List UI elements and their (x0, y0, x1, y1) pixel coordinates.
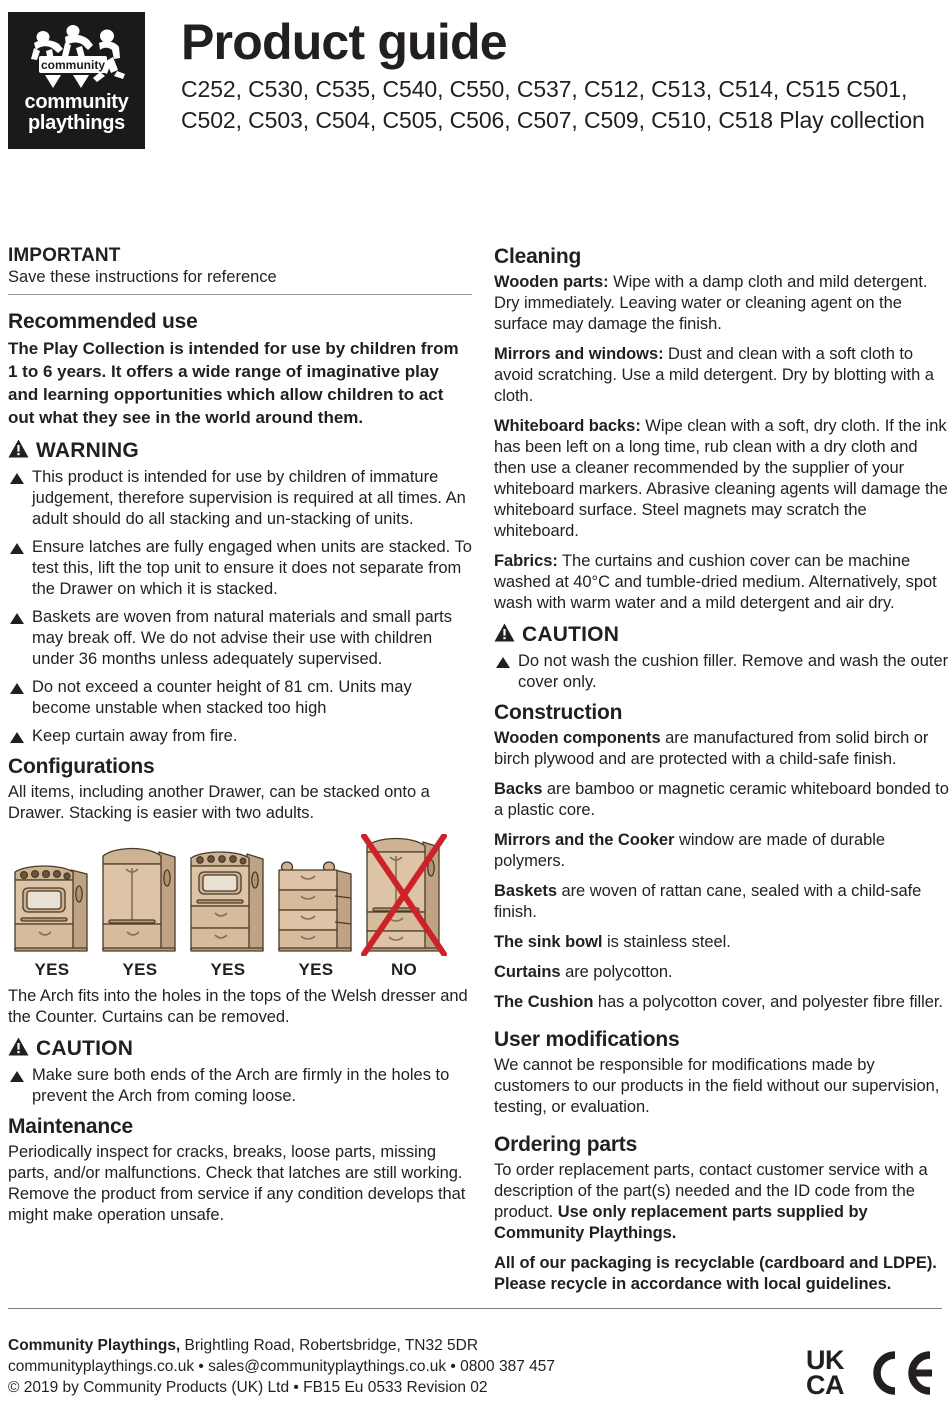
cleaning-item (494, 551, 950, 614)
caution-list-right (494, 651, 950, 693)
warning-heading (8, 439, 472, 463)
construction-item-text: are manufactured from solid birch or birch plywood and are protected with a child-safe finish. (494, 729, 929, 768)
figure-tall-dresser-on-drawers (360, 834, 448, 956)
caution-list-left (8, 1065, 472, 1107)
cleaning-item (494, 344, 950, 407)
construction-item-text: is stainless steel. (602, 933, 731, 951)
cleaning-item-sep: : (552, 552, 558, 570)
caution-item (494, 651, 950, 693)
warning-list (8, 467, 472, 747)
construction-item (494, 779, 950, 821)
page-footer (8, 1308, 942, 1398)
construction-item-label: The sink bowl (494, 933, 603, 951)
figure-cooker-with-drawer (8, 834, 96, 956)
user-modifications-text: We cannot be responsible for modifications made by customers to our products in the field without our supervision, testing, or evaluation. (494, 1056, 940, 1116)
triangle-bullet-icon (10, 683, 24, 694)
footer-contact-line: communityplaythings.co.uk • sales@communityplaythings.co.uk • 0800 387 457 (8, 1358, 555, 1375)
caution-heading-right (494, 623, 950, 647)
triangle-bullet-icon (496, 657, 510, 668)
construction-item (494, 881, 950, 923)
figure-label: YES (210, 960, 246, 979)
warning-item (8, 726, 472, 747)
ordering-parts-text-plain: To order replacement parts, contact customer service with a description of the part(s) needed and the ID code from the product. (494, 1161, 928, 1221)
ukca-line-2: CA (806, 1370, 844, 1400)
important-text: Save these instructions for reference (8, 268, 277, 286)
construction-item-label: Baskets (494, 882, 557, 900)
footer-divider (8, 1308, 942, 1309)
ordering-parts-heading: Ordering parts (494, 1133, 638, 1156)
construction-item-label: Wooden components (494, 729, 661, 747)
compliance-marks (806, 1345, 942, 1400)
user-modifications-heading: User modifications (494, 1028, 680, 1051)
ordering-parts-text-bold: Use only replacement parts supplied by Community Playthings. (494, 1203, 868, 1242)
figure-label: YES (122, 960, 158, 979)
warning-item (8, 607, 472, 670)
cleaning-item-text: The curtains and cushion cover can be machine washed at 40°C and tumble-dried medium. Alternatively, spot wash with warm water and a mild detergent and air dry. (494, 552, 937, 612)
cleaning-item-sep: : (635, 417, 641, 435)
configuration-labels (8, 960, 472, 980)
important-divider (8, 294, 472, 295)
warning-item-text: Do not exceed a counter height of 81 cm. Units may become unstable when stacked too high (32, 678, 412, 717)
construction-item-text: window are made of durable polymers. (494, 831, 885, 870)
cleaning-item-text: Wipe clean with a soft, dry cloth. If the ink has been left on a long time, rub clean with a dry cloth and then use a cleaner recommended by the supplier of your whiteboard markers. Abrasive cleaning agents will damage the whiteboard surface. Steel magnets may scratch the whiteboard. (494, 417, 948, 540)
ukca-line-1: UK (806, 1345, 844, 1375)
construction-item-text: has a polycotton cover, and polyester fibre filler. (593, 993, 943, 1011)
caution-item (8, 1065, 472, 1107)
cleaning-item-sep: : (603, 273, 609, 291)
construction-item (494, 962, 950, 983)
company-logo (8, 12, 145, 149)
warning-item-text: Ensure latches are fully engaged when units are stacked. To test this, lift the top unit to ensure it does not separate from the Drawer on which it is stacked. (32, 538, 472, 598)
footer-contact-block (8, 1335, 555, 1398)
triangle-bullet-icon (10, 1071, 24, 1082)
arch-note: The Arch fits into the holes in the tops of the Welsh dresser and the Counter. Curtains can be removed. (8, 987, 468, 1026)
page-header (0, 0, 950, 152)
recommended-use-heading: Recommended use (8, 310, 198, 333)
footer-address-line (8, 1335, 555, 1356)
caution-item-text: Make sure both ends of the Arch are firmly in the holes to prevent the Arch from coming loose. (32, 1066, 450, 1105)
configuration-figures (8, 834, 472, 956)
warning-item (8, 467, 472, 530)
warning-label: WARNING (36, 439, 139, 462)
cleaning-item (494, 416, 950, 542)
construction-item (494, 728, 950, 770)
cleaning-item-text: Wipe with a damp cloth and mild detergent. Dry immediately. Leaving water or cleaning agent on the surface may damage the finish. (494, 273, 928, 333)
figure-four-drawer-stack (272, 834, 360, 956)
logo-figures-icon (21, 18, 133, 92)
construction-item-label: Curtains (494, 963, 561, 981)
warning-item-text: Baskets are woven from natural materials and small parts may break off. We do not advise their use with children under 36 months unless adequately supervised. (32, 608, 453, 668)
caution-triangle-icon (8, 1037, 29, 1061)
product-codes-line-2: C502, C503, C504, C505, C506, C507, C509, C510, C518 Play collection (181, 107, 925, 133)
construction-item (494, 830, 950, 872)
configurations-intro: All items, including another Drawer, can be stacked onto a Drawer. Stacking is easier with two adults. (8, 783, 430, 822)
recycling-note: All of our packaging is recyclable (cardboard and LDPE). Please recycle in accordance with local guidelines. (494, 1254, 937, 1293)
caution-label-left: CAUTION (36, 1037, 134, 1060)
maintenance-text: Periodically inspect for cracks, breaks, loose parts, missing parts, and/or malfunctions. Check that latches are still working. Remove the product from service if any condition develops that might make operation unsafe. (8, 1143, 466, 1224)
logo-line-2: playthings (27, 112, 125, 134)
footer-company-name: Community Playthings, (8, 1337, 181, 1354)
cleaning-heading: Cleaning (494, 245, 582, 268)
construction-item (494, 932, 950, 953)
construction-item (494, 992, 950, 1013)
cleaning-item-label: Mirrors and windows: (494, 345, 664, 363)
triangle-bullet-icon (10, 473, 24, 484)
cleaning-item (494, 272, 950, 335)
figure-cooker-on-two-drawers (184, 834, 272, 956)
warning-item-text: This product is intended for use by children of immature judgement, therefore supervision is required at all times. An adult should do all stacking and un-stacking of units. (32, 468, 466, 528)
cleaning-item-label: Whiteboard backs (494, 417, 636, 435)
warning-item (8, 537, 472, 600)
ukca-mark-icon (806, 1345, 844, 1400)
content-columns (0, 244, 950, 1304)
product-codes-line-1: C252, C530, C535, C540, C550, C537, C512, C513, C514, C515 C501, (181, 76, 908, 102)
header-text-block (181, 12, 925, 136)
page-title: Product guide (181, 14, 507, 70)
right-column (494, 244, 950, 1304)
footer-copyright-line: © 2019 by Community Products (UK) Ltd • FB15 Eu 0533 Revision 02 (8, 1379, 488, 1396)
construction-heading: Construction (494, 701, 623, 724)
configurations-heading: Configurations (8, 755, 155, 778)
ce-mark-icon (868, 1351, 934, 1395)
warning-item-text: Keep curtain away from fire. (32, 727, 238, 745)
left-column (8, 244, 472, 1304)
important-heading: IMPORTANT (8, 245, 121, 266)
maintenance-heading: Maintenance (8, 1115, 133, 1138)
ordering-parts-text (494, 1160, 950, 1244)
footer-address: Brightling Road, Robertsbridge, TN32 5DR (180, 1337, 479, 1354)
caution-triangle-icon (494, 623, 515, 647)
figure-label: YES (34, 960, 70, 979)
logo-line-1: community (24, 91, 129, 113)
construction-item-label: Backs (494, 780, 543, 798)
construction-item-label: Mirrors and the Cooker (494, 831, 675, 849)
caution-item-text: Do not wash the cushion filler. Remove and wash the outer cover only. (518, 652, 949, 691)
triangle-bullet-icon (10, 613, 24, 624)
construction-item-label: The Cushion (494, 993, 594, 1011)
figure-welsh-dresser-with-drawer (96, 834, 184, 956)
construction-item-text: are bamboo or magnetic ceramic whiteboard bonded to a plastic core. (494, 780, 949, 819)
triangle-bullet-icon (10, 732, 24, 743)
cleaning-item-text: Dust and clean with a soft cloth to avoid scratching. Use a mild detergent. Dry by blotting with a cloth. (494, 345, 934, 405)
warning-item (8, 677, 472, 719)
caution-heading-left (8, 1037, 472, 1061)
figure-label: YES (298, 960, 334, 979)
caution-label-right: CAUTION (522, 623, 620, 646)
recommended-use-text: The Play Collection is intended for use by children from 1 to 6 years. It offers a wide range of imaginative play and learning opportunities which allow children to act out what they see in the world around them. (8, 339, 459, 427)
triangle-bullet-icon (10, 543, 24, 554)
cleaning-item-label: Fabrics (494, 552, 553, 570)
cleaning-item-label: Wooden parts (494, 273, 604, 291)
construction-item-text: are woven of rattan cane, sealed with a child-safe finish. (494, 882, 922, 921)
figure-label: NO (390, 960, 418, 979)
logo-badge-word: community (40, 58, 105, 72)
warning-triangle-icon (8, 439, 29, 463)
construction-item-text: are polycotton. (560, 963, 673, 981)
